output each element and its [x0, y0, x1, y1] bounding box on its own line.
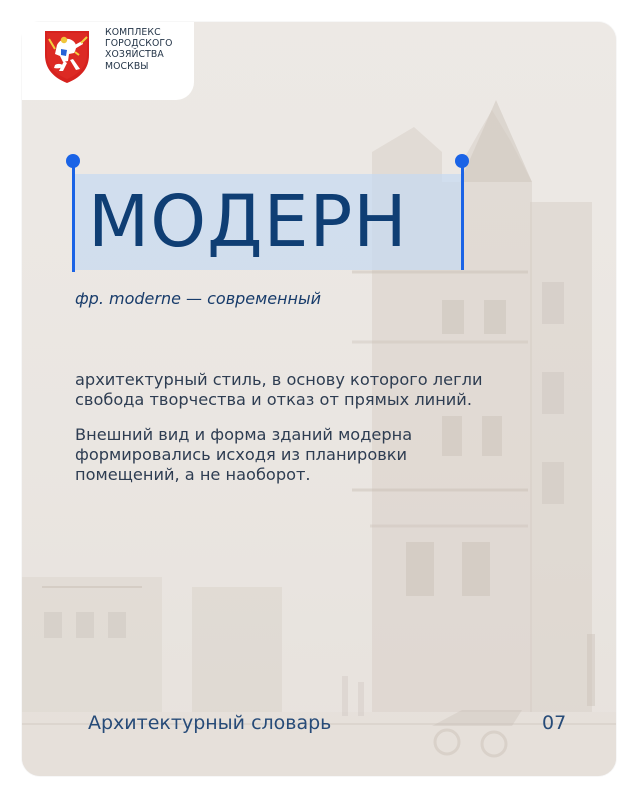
- organization-name-line-1: КОМПЛЕКС: [105, 27, 161, 38]
- organization-name-line-4: МОСКВЫ: [105, 60, 149, 72]
- organization-name: [105, 27, 191, 72]
- page-number: 07: [542, 712, 567, 734]
- dictionary-series-title: Архитектурный словарь: [88, 712, 332, 734]
- definition-line: свобода творчества и отказ от прямых линий.: [75, 389, 472, 409]
- definition-line: формировались исходя из планировки: [75, 445, 408, 465]
- definition-line: архитектурный стиль, в основу которого легли: [75, 370, 483, 389]
- definition-line: помещений, а не наоборот.: [75, 464, 311, 484]
- definition-text: [75, 370, 595, 501]
- definition-paragraph-2: [75, 425, 595, 484]
- moscow-coat-of-arms-icon: [37, 25, 97, 87]
- selection-caret-left: [72, 164, 75, 272]
- organization-name-line-3: ХОЗЯЙСТВА: [105, 49, 164, 61]
- definition-paragraph-1: [75, 370, 595, 409]
- term-title: МОДЕРН: [88, 180, 408, 263]
- selection-caret-right: [461, 164, 464, 270]
- definition-line: Внешний вид и форма зданий модерна: [75, 425, 413, 445]
- term-etymology: фр. moderne — современный: [75, 289, 321, 308]
- selection-handle-left-icon: [66, 154, 80, 168]
- selection-handle-right-icon: [455, 154, 469, 168]
- organization-name-line-2: ГОРОДСКОГО: [105, 38, 173, 50]
